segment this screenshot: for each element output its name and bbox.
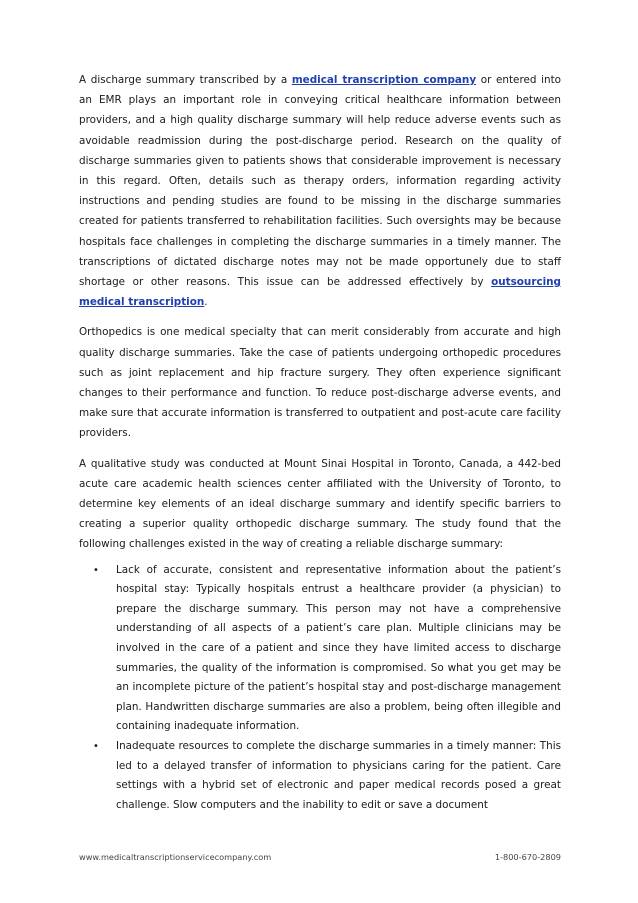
paragraph-study: A qualitative study was conducted at Mount Sinai Hospital in Toronto, Canada, a 442-bed acute care academic health sciences center affiliated with the University of Toronto, to determine key elements of an ideal discharge summary and identify specific barriers to creating a superior quality orthopedic discharge summary. The study found that the following challenges existed in the way of creating a reliable discharge summary: [79, 457, 561, 551]
outsourcing-medical-transcription-link[interactable]: outsourcing medical transcription [79, 276, 561, 309]
bullet-icon: • [93, 741, 99, 753]
medical-transcription-company-link[interactable]: medical transcription company [291, 74, 477, 86]
paragraph-orthopedics: Orthopedics is one medical specialty that can merit considerably from accurate and high quality discharge summaries. Take the case of patients undergoing orthopedic procedures such as joint replacement and hip fracture surgery. They often experience significant changes to their performance and function. To reduce post-discharge adverse events, and make sure that accurate information is transferred to outpatient and post-acute care facility providers. [79, 326, 561, 440]
challenges-list [79, 561, 561, 816]
paragraph-text: A discharge summary transcribed by a [79, 74, 292, 86]
bullet-icon: • [93, 564, 99, 576]
paragraph-intro [79, 70, 561, 312]
document-body [79, 70, 561, 815]
footer-website: www.medicaltranscriptionservicecompany.com [79, 852, 272, 862]
paragraph-text: . [204, 296, 208, 309]
paragraph-text: or entered into an EMR plays an important role in conveying critical healthcare information between providers, and a high quality discharge summary will help reduce adverse events such as avoidable readmission during the post-discharge period. Research on the quality of discharge summaries given to patients shows that considerable improvement is necessary in this regard. Often, details such as therapy orders, information regarding activity instructions and pending studies are found to be missing in the discharge summaries created for patients transferred to rehabilitation facilities. Such oversights may be because hospitals face challenges in completing the discharge summaries in a timely manner. The transcriptions of dictated discharge notes may not be made opportunely due to staff shortage or other reasons. This issue can be addressed effectively by [79, 74, 562, 289]
list-item-text: Inadequate resources to complete the discharge summaries in a timely manner: This led to a delayed transfer of information to physicians caring for the patient. Care settings with a hybrid set of electronic and paper medical records posed a great challenge. Slow computers and the inability to edit or save a document [116, 740, 561, 811]
list-item [79, 561, 561, 737]
list-item [79, 737, 561, 815]
list-item-text: Lack of accurate, consistent and representative information about the patient’s hospital stay: Typically hospitals entrust a healthcare provider (a physician) to prepare the discharge summary. This person may not have a comprehensive understanding of all aspects of a patient’s care plan. Multiple clinicians may be involved in the care of a patient and since they have limited access to discharge summaries, the quality of the information is compromised. So what you get may be an incomplete picture of the patient’s hospital stay and post-discharge management plan. Handwritten discharge summaries are also a problem, being often illegible and containing inadequate information. [116, 563, 561, 733]
footer-phone: 1-800-670-2809 [494, 852, 561, 862]
